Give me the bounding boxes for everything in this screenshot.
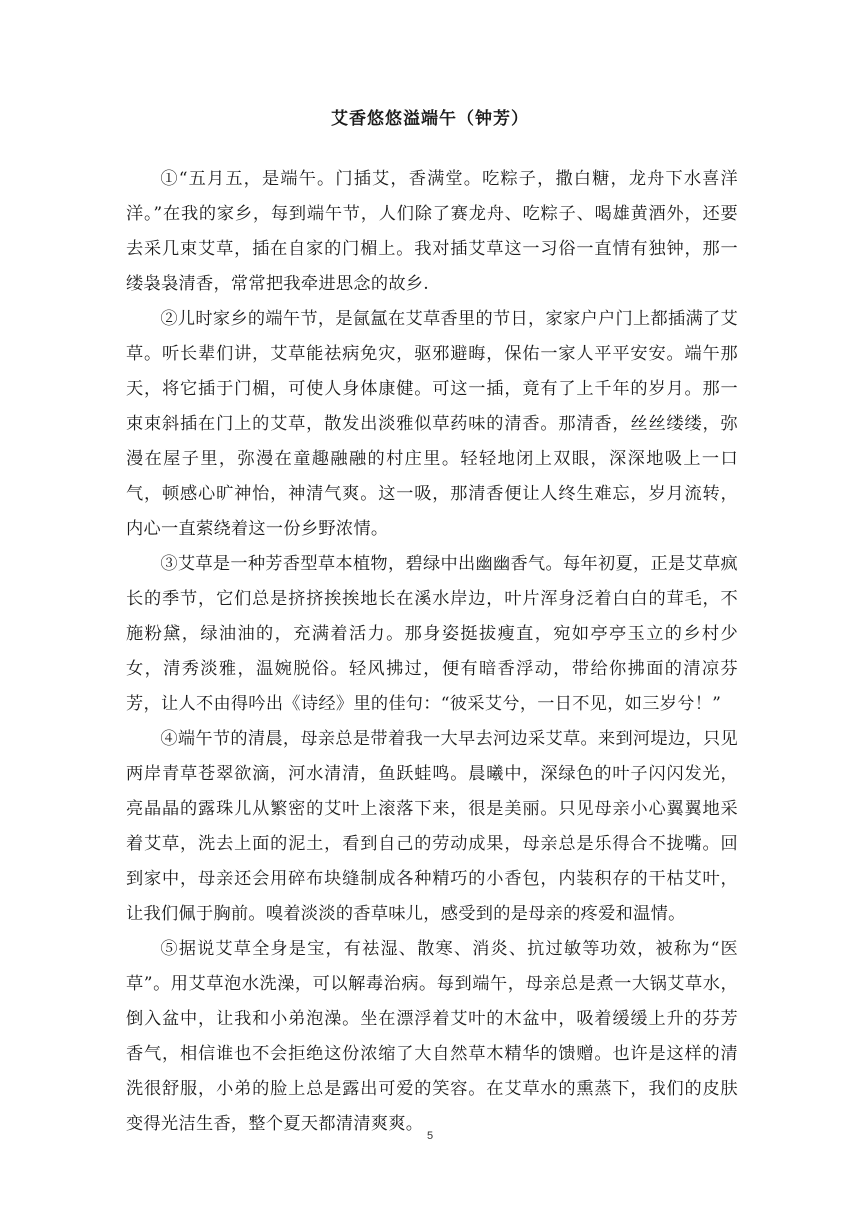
article-body <box>126 162 738 1142</box>
page-number: 5 <box>426 1130 434 1142</box>
paragraph-1: ①“五月五，是端午。门插艾，香满堂。吃粽子，撒白糖，龙舟下水喜洋洋。”在我的家乡，每到端午节，人们除了赛龙舟、吃粽子、喝雄黄酒外，还要去采几束艾草，插在自家的门楣上。我对插艾草这一习俗一直情有独钟，那一缕袅袅清香，常常把我牵进思念的故乡. <box>126 169 738 294</box>
paragraph-5: ⑤据说艾草全身是宝，有祛湿、散寒、消炎、抗过敏等功效，被称为“医草”。用艾草泡水洗澡，可以解毒治病。每到端午，母亲总是煮一大锅艾草水，倒入盆中，让我和小弟泡澡。坐在漂浮着艾叶的木盆中，吸着缓缓上升的芬芳香气，相信谁也不会拒绝这份浓缩了大自然草木精华的馈赠。也许是这样的清洗很舒服，小弟的脸上总是露出可爱的笑容。在艾草水的熏蒸下，我们的皮肤变得光洁生香，整个夏天都清清爽爽。 <box>126 939 738 1134</box>
paragraph-3: ③艾草是一种芳香型草本植物，碧绿中出幽幽香气。每年初夏，正是艾草疯长的季节，它们总是挤挤挨挨地长在溪水岸边，叶片浑身泛着白白的茸毛，不施粉黛，绿油油的，充满着活力。那身姿挺拔瘦直，宛如亭亭玉立的乡村少女，清秀淡雅，温婉脱俗。轻风拂过，便有暗香浮动，带给你拂面的清凉芬芳，让人不由得吟出《诗经》里的佳句：“彼采艾兮，一日不见，如三岁兮！” <box>126 554 738 714</box>
paragraph-4: ④端午节的清晨，母亲总是带着我一大早去河边采艾草。来到河堤边，只见两岸青草苍翠欲滴，河水清清，鱼跃蛙鸣。晨曦中，深绿色的叶子闪闪发光，亮晶晶的露珠儿从繁密的艾叶上滚落下来，很是美丽。只见母亲小心翼翼地采着艾草，洗去上面的泥土，看到自己的劳动成果，母亲总是乐得合不拢嘴。回到家中，母亲还会用碎布块缝制成各种精巧的小香包，内装积存的干枯艾叶，让我们佩于胸前。嗅着淡淡的香草味儿，感受到的是母亲的疼爱和温情。 <box>126 729 738 924</box>
article-title: 艾香悠悠溢端午（钟芳） <box>331 109 529 129</box>
paragraph-2: ②儿时家乡的端午节，是氤氲在艾草香里的节日，家家户户门上都插满了艾草。听长辈们讲，艾草能祛病免灾，驱邪避晦，保佑一家人平平安安。端午那天，将它插于门楣，可使人身体康健。可这一插，竟有了上千年的岁月。那一束束斜插在门上的艾草，散发出淡雅似草药味的清香。那清香，丝丝缕缕，弥漫在屋子里，弥漫在童趣融融的村庄里。轻轻地闭上双眼，深深地吸上一口气，顿感心旷神怡，神清气爽。这一吸，那清香便让人终生难忘，岁月流转，内心一直萦绕着这一份乡野浓情。 <box>126 309 738 539</box>
